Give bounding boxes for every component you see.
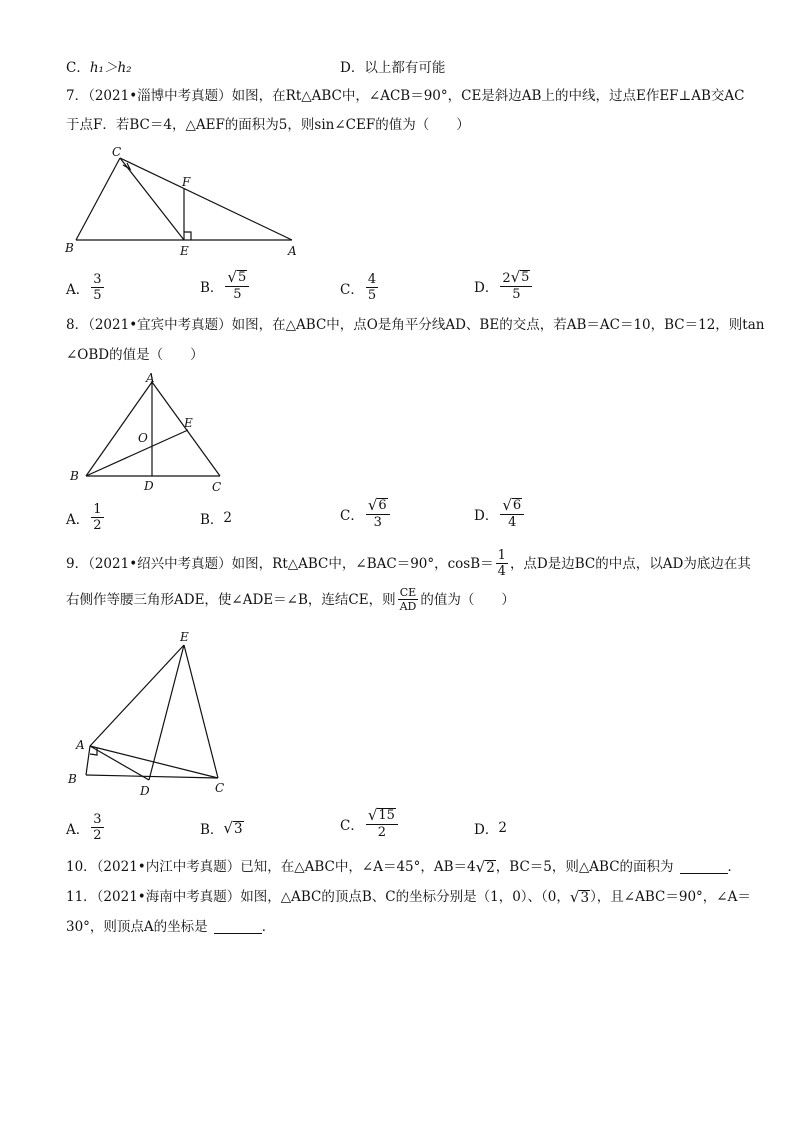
label-e: E bbox=[184, 416, 193, 430]
coefficient: 2 bbox=[502, 271, 511, 286]
answer-blank[interactable] bbox=[680, 861, 728, 874]
label-a: A bbox=[146, 371, 155, 385]
option-label: D． bbox=[474, 280, 499, 296]
segment-ae bbox=[90, 645, 184, 746]
q8-option-d bbox=[474, 498, 526, 530]
denominator: AD bbox=[399, 600, 417, 613]
segment-ed bbox=[149, 645, 184, 780]
numerator: √ 6 bbox=[500, 498, 524, 515]
option-label: D． bbox=[474, 508, 499, 524]
q7-figure bbox=[60, 142, 310, 262]
fraction bbox=[91, 272, 103, 303]
q11-stem-line1: 11．（2021•海南中考真题）如图，△ABC的顶点B、C的坐标分别是（1，0）、（0， √ 3 ），且∠ABC＝90°，∠A＝ bbox=[66, 888, 751, 906]
q7-option-d bbox=[474, 270, 534, 302]
segment-ab bbox=[86, 746, 90, 775]
stem-text: 30°，则顶点A的坐标是 bbox=[66, 919, 208, 935]
q6-option-c bbox=[66, 56, 132, 76]
segment-be bbox=[86, 430, 188, 476]
stem-text: 右侧作等腰三角形ADE，使∠ADE＝∠B，连结CE，则 bbox=[66, 591, 396, 608]
stem-text: 的值为（ ） bbox=[420, 591, 515, 608]
segment-bc bbox=[76, 158, 120, 240]
option-value: 2 bbox=[223, 510, 233, 526]
numerator: 1 bbox=[93, 502, 102, 517]
label-o: O bbox=[138, 431, 148, 445]
denominator: 5 bbox=[367, 288, 377, 303]
numerator: √ 15 bbox=[366, 808, 398, 825]
label-d: D bbox=[140, 784, 150, 798]
q8-option-a bbox=[66, 502, 106, 533]
option-label: D． bbox=[474, 822, 499, 838]
q7-stem-line2: 于点F．若BC＝4，△AEF的面积为5，则sin∠CEF的值为（ ） bbox=[66, 117, 470, 133]
radicand: 6 bbox=[512, 498, 522, 513]
option-label: C． bbox=[340, 818, 364, 834]
denominator: 4 bbox=[508, 515, 517, 530]
fraction bbox=[225, 270, 249, 302]
radicand: 3 bbox=[580, 889, 590, 906]
denominator: 4 bbox=[497, 564, 506, 579]
option-label: C． bbox=[340, 281, 364, 298]
q9-option-d bbox=[474, 818, 507, 838]
label-e: E bbox=[180, 244, 189, 258]
segment-ca bbox=[120, 158, 292, 240]
q7-option-b bbox=[200, 270, 251, 302]
q7-option-a bbox=[66, 272, 106, 303]
numerator: 2 √ 5 bbox=[500, 270, 532, 287]
q9-stem-line1 bbox=[66, 548, 751, 579]
label-a: A bbox=[288, 244, 297, 258]
q8-stem-line2: ∠OBD的值是（ ） bbox=[66, 347, 204, 363]
fraction bbox=[91, 812, 103, 843]
stem-text: ． bbox=[261, 919, 276, 935]
numerator: √ 6 bbox=[366, 498, 390, 515]
radicand: 6 bbox=[378, 498, 387, 513]
option-text: D．以上都有可能 bbox=[340, 60, 446, 76]
denominator: 2 bbox=[377, 825, 387, 840]
fraction bbox=[500, 498, 524, 530]
option-label: B． bbox=[200, 280, 224, 296]
q10-stem: 10．（2021•内江中考真题）已知，在△ABC中，∠A＝45°，AB＝4 √ 2 ，BC＝5，则△ABC的面积为 ． bbox=[66, 858, 742, 876]
option-label: C． bbox=[340, 508, 364, 524]
numerator: CE bbox=[399, 586, 417, 599]
numerator: √ 5 bbox=[225, 270, 249, 287]
numerator: 1 bbox=[497, 548, 506, 563]
label-c: C bbox=[212, 480, 222, 494]
segment-ab bbox=[86, 382, 152, 476]
denominator: 3 bbox=[373, 515, 382, 530]
fraction bbox=[91, 502, 103, 533]
option-label: A． bbox=[66, 281, 90, 298]
q6-option-d bbox=[340, 56, 445, 76]
numerator: 4 bbox=[367, 272, 377, 287]
q9-stem-line2 bbox=[66, 586, 515, 613]
numerator: 3 bbox=[93, 812, 102, 827]
q9-option-b: B． √ 3 bbox=[200, 819, 243, 838]
label-e: E bbox=[180, 630, 189, 644]
radicand: 15 bbox=[378, 808, 395, 823]
segment-ec bbox=[184, 645, 218, 778]
q9-option-c bbox=[340, 808, 400, 840]
segment-ac bbox=[90, 746, 218, 778]
stem-text: ． bbox=[727, 859, 742, 875]
segment-ce bbox=[120, 158, 184, 240]
label-c: C bbox=[215, 781, 225, 795]
q8-option-b bbox=[200, 508, 232, 528]
option-value: 2 bbox=[498, 820, 507, 836]
q9-figure bbox=[60, 626, 240, 798]
stem-text: ，BC＝5，则△ABC的面积为 bbox=[495, 859, 674, 875]
label-b: B bbox=[68, 772, 77, 786]
fraction bbox=[366, 498, 390, 530]
denominator: 5 bbox=[233, 287, 242, 302]
option-label: A． bbox=[66, 821, 90, 838]
fraction bbox=[398, 586, 419, 613]
q7-option-c bbox=[340, 272, 380, 303]
option-label: B． bbox=[200, 512, 224, 528]
stem-text: 10．（2021•内江中考真题）已知，在△ABC中，∠A＝45°，AB＝4 bbox=[66, 859, 476, 875]
option-label: B． bbox=[200, 822, 224, 838]
label-f: F bbox=[182, 175, 191, 189]
label-b: B bbox=[65, 241, 74, 255]
fraction bbox=[366, 272, 378, 303]
q7-stem-line1: 7．（2021•淄博中考真题）如图，在Rt△ABC中，∠ACB＝90°，CE是斜边AB上的中线，过点E作EF⊥AB交AC bbox=[66, 88, 745, 104]
radicand: 2 bbox=[486, 859, 495, 876]
denominator: 5 bbox=[512, 287, 521, 302]
label-c: C bbox=[112, 145, 122, 159]
q8-stem-line1: 8．（2021•宜宾中考真题）如图，在△ABC中，点O是角平分线AD、BE的交点，若AB＝AC＝10，BC＝12，则tan bbox=[66, 317, 765, 333]
q11-stem-line2 bbox=[66, 917, 275, 937]
numerator: 3 bbox=[93, 272, 102, 287]
option-label: C． bbox=[66, 60, 90, 76]
fraction bbox=[366, 808, 398, 840]
q9-option-a bbox=[66, 812, 106, 843]
stem-text: 9．（2021•绍兴中考真题）如图，Rt△ABC中，∠BAC＝90°，cosB＝ bbox=[66, 555, 494, 572]
right-angle-e bbox=[184, 232, 191, 240]
label-b: B bbox=[70, 469, 79, 483]
stem-text: 11．（2021•海南中考真题）如图，△ABC的顶点B、C的坐标分别是（1，0）、（0， bbox=[66, 889, 570, 905]
denominator: 2 bbox=[93, 518, 102, 533]
stem-text: ，点D是边BC的中点，以AD为底边在其 bbox=[509, 555, 751, 572]
denominator: 2 bbox=[93, 828, 102, 843]
radicand: 5 bbox=[237, 270, 247, 285]
option-label: A． bbox=[66, 511, 90, 528]
radicand: 5 bbox=[521, 270, 530, 285]
label-a: A bbox=[76, 738, 85, 752]
answer-blank[interactable] bbox=[214, 921, 262, 934]
denominator: 5 bbox=[93, 288, 102, 303]
fraction bbox=[496, 548, 508, 579]
option-value: h₁＞h₂ bbox=[89, 60, 132, 76]
label-d: D bbox=[144, 479, 154, 493]
q8-option-c bbox=[340, 498, 392, 530]
fraction bbox=[500, 270, 532, 302]
segment-bc bbox=[86, 775, 218, 778]
radicand: 3 bbox=[233, 820, 243, 837]
q8-figure bbox=[60, 370, 240, 498]
stem-text: ），且∠ABC＝90°，∠A＝ bbox=[590, 889, 751, 905]
